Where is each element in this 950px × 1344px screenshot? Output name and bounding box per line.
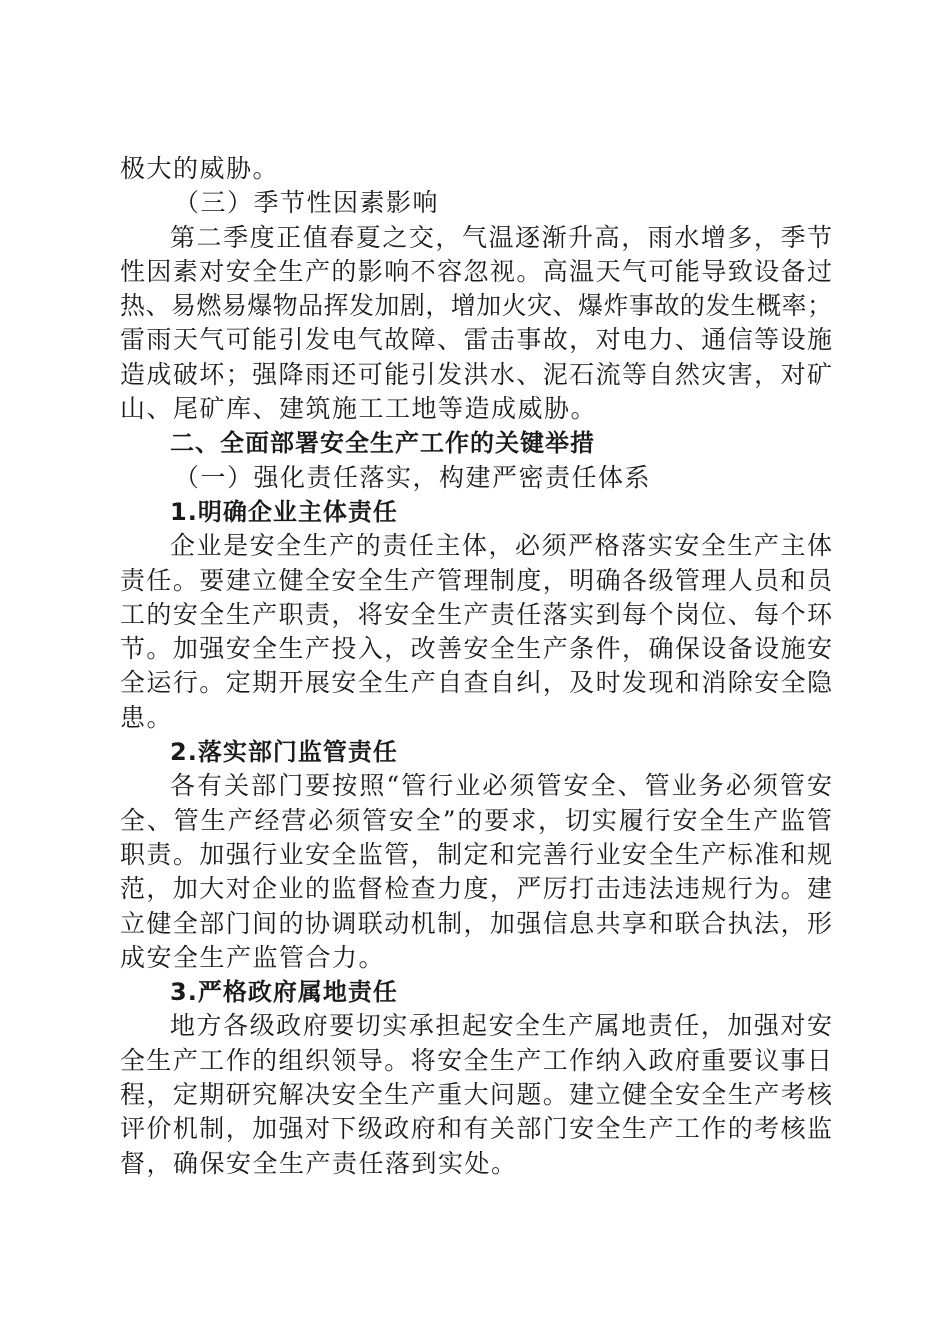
paragraph-line: 极大的威胁。 [120,154,280,183]
paragraph-line: 评价机制，加强对下级政府和有关部门安全生产工作的考核监 [120,1114,832,1144]
paragraph-line: 成安全生产监管合力。 [120,942,386,972]
paragraph-line: 性因素对安全生产的影响不容忽视。高温天气可能导致设备过 [120,256,832,286]
item-heading: 1.明确企业主体责任 [170,497,398,526]
paragraph-line: 企业是安全生产的责任主体，必须严格落实安全生产主体 [170,531,832,561]
paragraph-line: 雷雨天气可能引发电气故障、雷击事故，对电力、通信等设施 [120,325,832,355]
paragraph-line: 范，加大对企业的监督检查力度，严厉打击违法违规行为。建 [120,874,832,904]
paragraph-line: 程，定期研究解决安全生产重大问题。建立健全安全生产考核 [120,1080,832,1110]
paragraph-line: 全生产工作的组织领导。将安全生产工作纳入政府重要议事日 [120,1045,832,1075]
paragraph-line: 山、尾矿库、建筑施工工地等造成威胁。 [120,394,598,424]
document-body [120,152,832,1181]
paragraph-line: 节。加强安全生产投入，改善安全生产条件，确保设备设施安 [120,634,832,664]
paragraph-line: 造成破坏；强降雨还可能引发洪水、泥石流等自然灾害，对矿 [120,359,832,389]
section-heading: 二、全面部署安全生产工作的关键举措 [170,429,595,458]
paragraph-line: 全、管生产经营必须管安全”的要求，切实履行安全生产监管 [120,805,832,835]
paragraph-line: 立健全部门间的协调联动机制，加强信息共享和联合执法，形 [120,908,832,938]
paragraph-line: 全运行。定期开展安全生产自查自纠，及时发现和消除安全隐 [120,668,832,698]
subsection-heading: （一）强化责任落实，构建严密责任体系 [174,462,652,492]
paragraph-line: 患。 [120,702,174,732]
paragraph-line: 职责。加强行业安全监管，制定和完善行业安全生产标准和规 [120,839,832,869]
item-heading: 3.严格政府属地责任 [170,978,398,1007]
paragraph-line: 第二季度正值春夏之交，气温逐渐升高，雨水增多，季节 [170,222,832,252]
paragraph-line: 责任。要建立健全安全生产管理制度，明确各级管理人员和员 [120,565,832,595]
subsection-heading: （三）季节性因素影响 [174,188,440,218]
paragraph-line: 热、易燃易爆物品挥发加剧，增加火灾、爆炸事故的发生概率； [120,291,832,321]
item-heading: 2.落实部门监管责任 [170,738,398,767]
paragraph-line: 各有关部门要按照“管行业必须管安全、管业务必须管安 [170,771,832,801]
paragraph-line: 督，确保安全生产责任落到实处。 [120,1148,518,1178]
paragraph-line: 工的安全生产职责，将安全生产责任落实到每个岗位、每个环 [120,599,832,629]
paragraph-line: 地方各级政府要切实承担起安全生产属地责任，加强对安 [170,1011,832,1041]
